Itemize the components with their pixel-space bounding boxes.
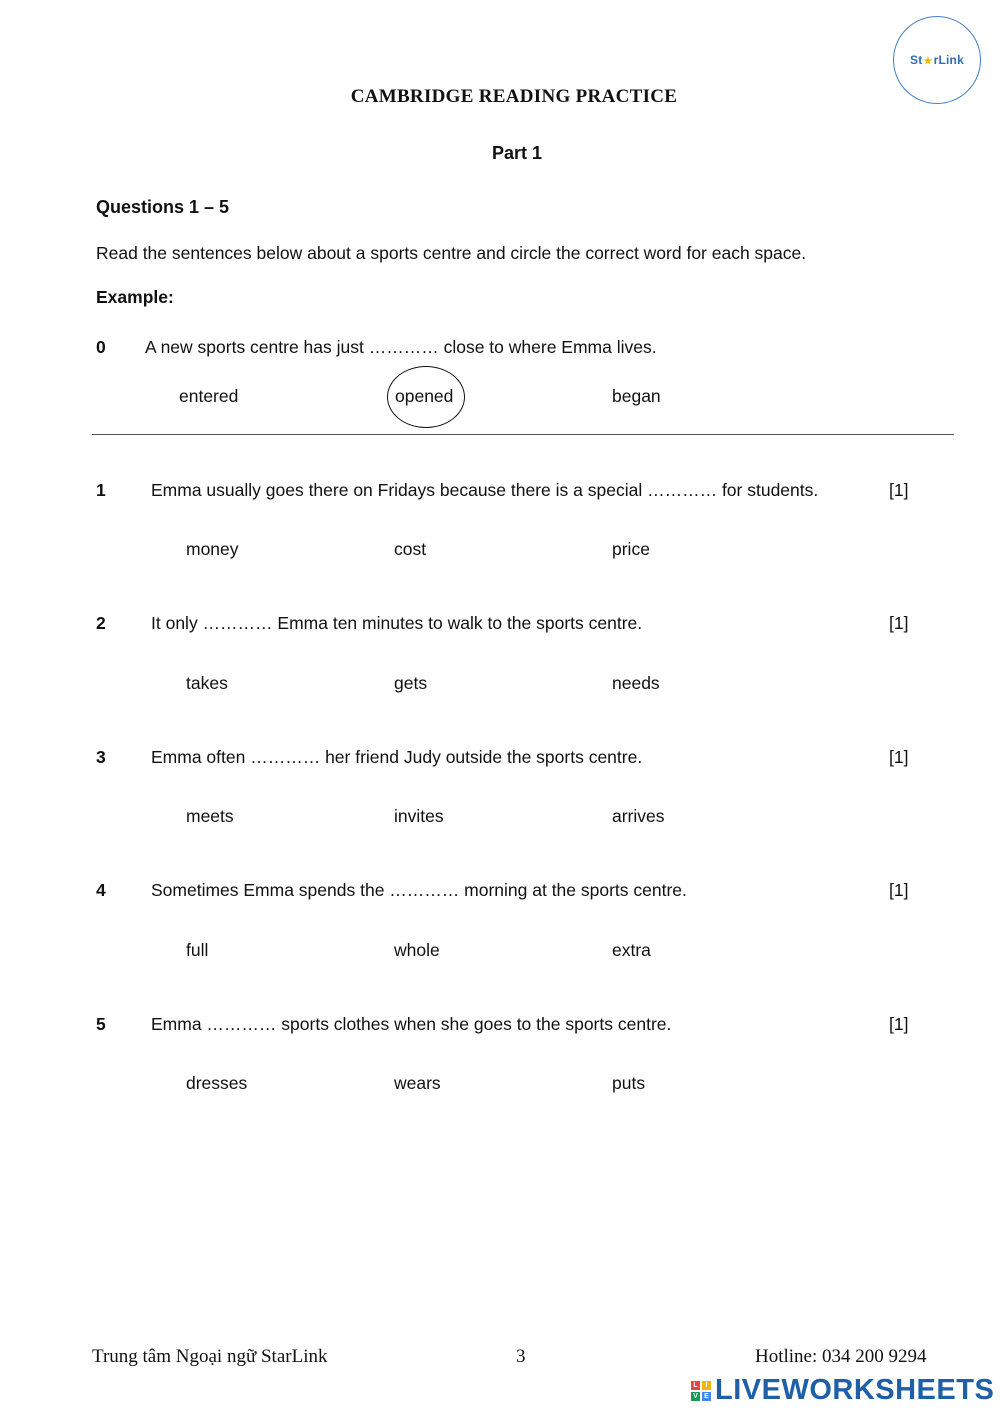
question-text: Sometimes Emma spends the ………… morning at the sports centre. (151, 880, 687, 900)
instructions: Read the sentences below about a sports centre and circle the correct word for each space. (96, 243, 807, 263)
question-text: It only ………… Emma ten minutes to walk to the sports centre. (151, 613, 643, 633)
question-number: 1 (96, 480, 106, 500)
answer-option[interactable]: wears (394, 1073, 441, 1093)
example-text: A new sports centre has just ………… close to where Emma lives. (145, 337, 657, 357)
answer-option[interactable]: price (612, 539, 650, 559)
answer-option[interactable]: cost (394, 539, 427, 559)
question-marks: [1] (889, 1014, 909, 1034)
example-option-1: entered (179, 386, 239, 406)
answer-option[interactable]: meets (186, 806, 234, 826)
answer-option[interactable]: dresses (186, 1073, 248, 1093)
question-marks: [1] (889, 880, 909, 900)
example-option-2: opened (395, 386, 454, 406)
document-title: CAMBRIDGE READING PRACTICE (350, 86, 678, 107)
divider (92, 434, 954, 435)
question-marks: [1] (889, 747, 909, 767)
footer-hotline: Hotline: 034 200 9294 (755, 1346, 927, 1367)
watermark-text: LIVEWORKSHEETS (715, 1374, 995, 1406)
question-text: Emma ………… sports clothes when she goes to the sports centre. (151, 1014, 672, 1034)
answer-option[interactable]: money (186, 539, 239, 559)
live-icon: L I V E (691, 1381, 711, 1401)
question-marks: [1] (889, 613, 909, 633)
question-number: 2 (96, 613, 106, 633)
logo-text: St★rLink (910, 53, 964, 67)
question-marks: [1] (889, 480, 909, 500)
star-icon: ★ (923, 56, 933, 67)
questions-range: Questions 1 – 5 (96, 197, 230, 217)
answer-option[interactable]: gets (394, 673, 428, 693)
example-option-3: began (612, 386, 661, 406)
answer-option[interactable]: takes (186, 673, 228, 693)
question-text: Emma usually goes there on Fridays because there is a special ………… for students. (151, 480, 819, 500)
example-number: 0 (96, 337, 106, 357)
page-number: 3 (516, 1346, 526, 1367)
question-number: 4 (96, 880, 106, 900)
answer-option[interactable]: arrives (612, 806, 665, 826)
liveworksheets-watermark (691, 1374, 994, 1407)
answer-option[interactable]: invites (394, 806, 444, 826)
part-title: Part 1 (491, 143, 543, 163)
answer-option[interactable]: whole (394, 940, 440, 960)
answer-option[interactable]: extra (612, 940, 651, 960)
answer-option[interactable]: needs (612, 673, 660, 693)
question-number: 5 (96, 1014, 106, 1034)
question-text: Emma often ………… her friend Judy outside the sports centre. (151, 747, 643, 767)
answer-option[interactable]: full (186, 940, 209, 960)
footer-center-name: Trung tâm Ngoại ngữ StarLink (92, 1346, 328, 1367)
question-number: 3 (96, 747, 106, 767)
answer-option[interactable]: puts (612, 1073, 646, 1093)
example-label: Example: (96, 287, 174, 307)
